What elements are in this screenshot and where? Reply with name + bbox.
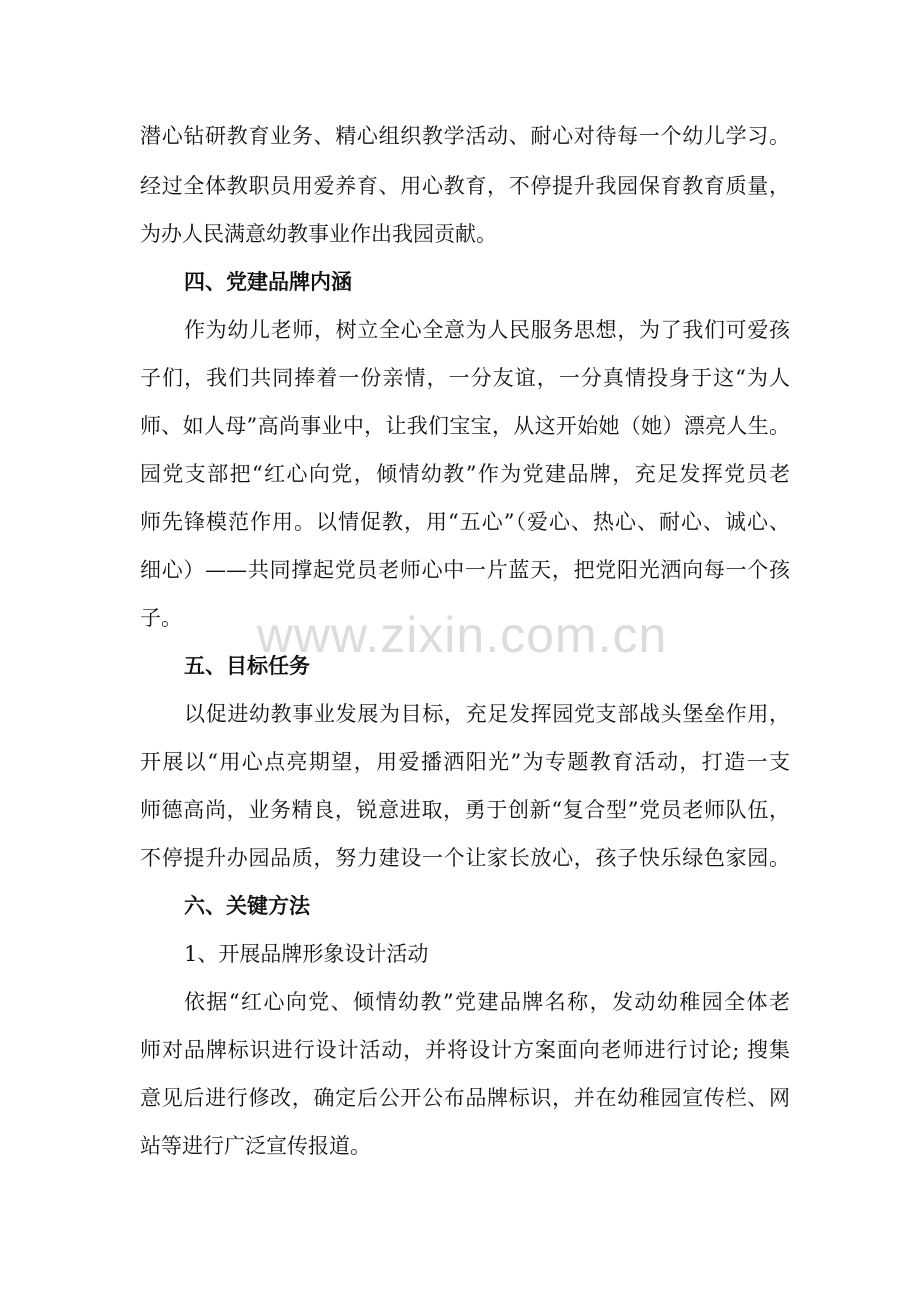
body-line: 不停提升办园品质，努力建设一个让家长放心，孩子快乐绿色家园。 <box>140 846 790 870</box>
body-line: 子。 <box>140 606 182 630</box>
watermark: www.zixin.com.cn <box>256 607 668 663</box>
section-heading-5: 五、目标任务 <box>184 653 310 678</box>
body-line: 开展以“用心点亮期望，用爱播洒阳光”为专题教育活动，打造一支 <box>140 750 790 774</box>
body-line: 作为幼儿老师，树立全心全意为人民服务思想，为了我们可爱孩 <box>184 318 790 342</box>
body-line: 师、如人母”高尚事业中，让我们宝宝，从这开始她（她）漂亮人生。 <box>140 414 790 438</box>
body-line: 站等进行广泛宣传报道。 <box>140 1134 371 1158</box>
body-line: 师先锋模范作用。以情促教，用“五心”（爱心、热心、耐心、诚心、 <box>140 510 790 534</box>
body-line: 经过全体教职员用爱养育、用心教育，不停提升我园保育教育质量， <box>140 174 790 198</box>
body-line: 依据“红心向党、倾情幼教”党建品牌名称，发动幼稚园全体老 <box>184 990 790 1014</box>
body-line: 师对品牌标识进行设计活动，并将设计方案面向老师进行讨论; 搜集 <box>140 1038 790 1062</box>
body-line: 以促进幼教事业发展为目标，充足发挥园党支部战头堡垒作用， <box>184 702 790 726</box>
body-line: 子们，我们共同捧着一份亲情，一分友谊，一分真情投身于这“为人 <box>140 366 790 390</box>
section-heading-4: 四、党建品牌内涵 <box>184 269 352 294</box>
body-line: 师德高尚，业务精良，锐意进取，勇于创新“复合型”党员老师队伍， <box>140 798 790 822</box>
body-line: 为办人民满意幼教事业作出我园贡献。 <box>140 222 497 246</box>
body-line: 潜心钻研教育业务、精心组织教学活动、耐心对待每一个幼儿学习。 <box>140 124 790 148</box>
body-line: 细心）——共同撑起党员老师心中一片蓝天，把党阳光洒向每一个孩 <box>140 558 790 582</box>
body-line: 园党支部把“红心向党，倾情幼教”作为党建品牌，充足发挥党员老 <box>140 462 790 486</box>
section-heading-6: 六、关键方法 <box>184 893 310 918</box>
subsection-heading: 1、开展品牌形象设计活动 <box>184 942 429 966</box>
body-line: 意见后进行修改，确定后公开公布品牌标识，并在幼稚园宣传栏、网 <box>140 1086 790 1110</box>
